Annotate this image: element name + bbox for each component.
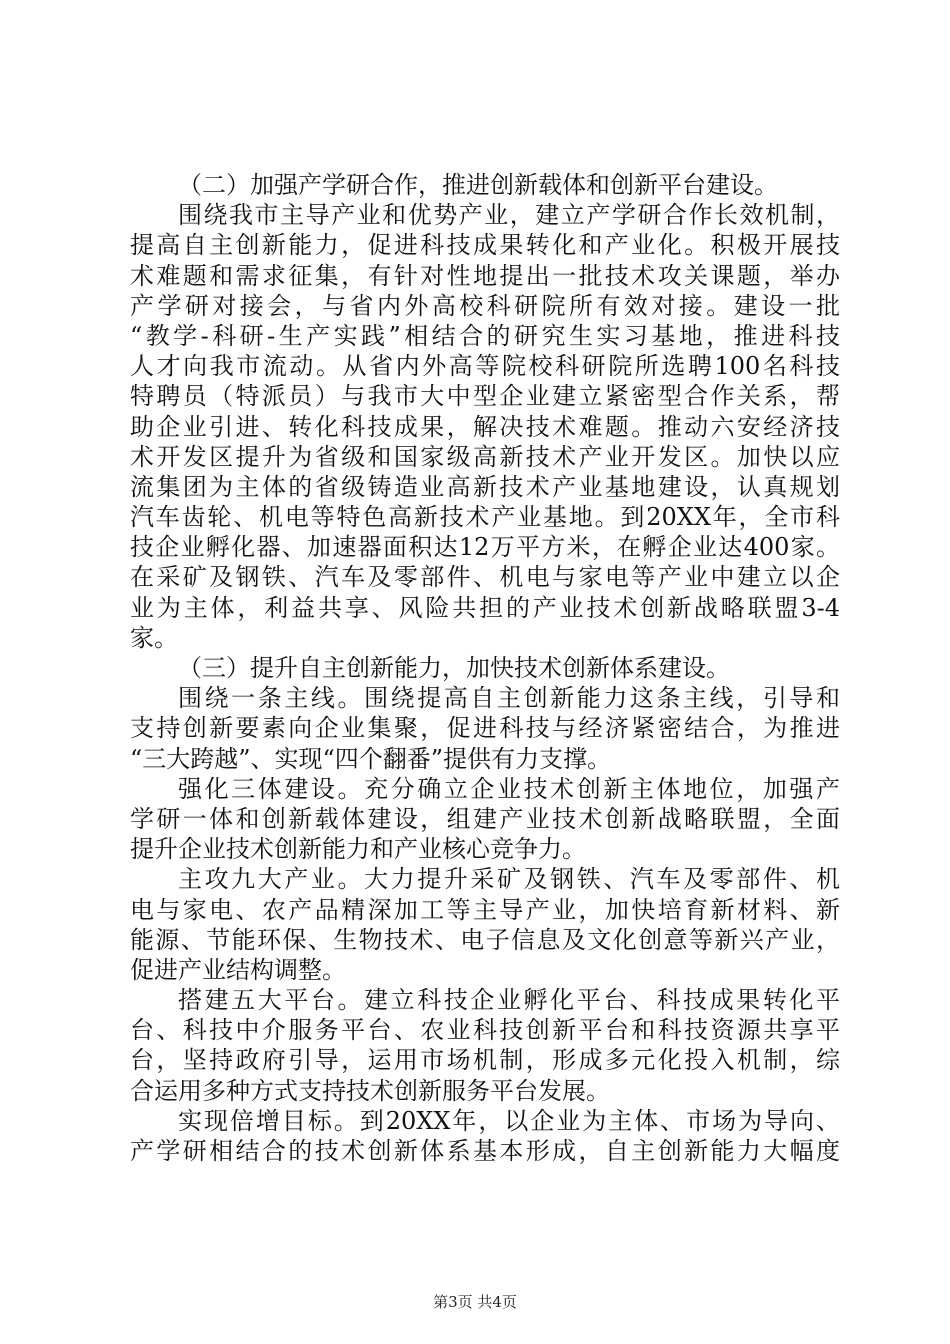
- text-line: 围绕一条主线。围绕提高自主创新能力这条主线，引导和: [178, 684, 840, 713]
- text-line: 合运用多种方式支持技术创新服务平台发展。: [130, 1076, 610, 1105]
- text-line: 技企业孵化器、加速器面积达12万平方米，在孵企业达400家。: [130, 533, 840, 562]
- text-line: 主攻九大产业。大力提升采矿及钢铁、汽车及零部件、机: [178, 865, 840, 894]
- text-line: 助企业引进、转化科技成果，解决技术难题。推动六安经济技: [130, 412, 840, 441]
- text-line: 能源、节能环保、生物技术、电子信息及文化创意等新兴产业，: [130, 925, 840, 954]
- text-line: 术难题和需求征集，有针对性地提出一批技术攻关课题，举办: [130, 261, 840, 290]
- text-line: 产学研对接会，与省内外高校科研院所有效对接。建设一批: [130, 291, 840, 320]
- text-line: 围绕我市主导产业和优势产业，建立产学研合作长效机制，: [178, 201, 840, 230]
- text-line: 流集团为主体的省级铸造业高新技术产业基地建设，认真规划: [130, 472, 840, 501]
- text-line: 学研一体和创新载体建设，组建产业技术创新战略联盟，全面: [130, 804, 840, 833]
- text-line: 在采矿及钢铁、汽车及零部件、机电与家电等产业中建立以企: [130, 563, 840, 592]
- text-line: 产学研相结合的技术创新体系基本形成，自主创新能力大幅度: [130, 1137, 840, 1165]
- text-line: 促进产业结构调整。: [130, 955, 346, 984]
- text-line: 业为主体，利益共享、风险共担的产业技术创新战略联盟3-4: [130, 593, 840, 622]
- text-line: 台，坚持政府引导，运用市场机制，形成多元化投入机制，综: [130, 1046, 840, 1075]
- text-line: 人才向我市流动。从省内外高等院校科研院所选聘100名科技: [130, 352, 840, 381]
- text-line: 支持创新要素向企业集聚，促进科技与经济紧密结合，为推进: [130, 714, 840, 743]
- text-line: “三大跨越”、实现“四个翻番”提供有力支撑。: [130, 744, 612, 773]
- text-line: 提升企业技术创新能力和产业核心竞争力。: [130, 835, 586, 864]
- text-line: 提高自主创新能力，促进科技成果转化和产业化。积极开展技: [130, 231, 840, 260]
- text-line: 电与家电、农产品精深加工等主导产业，加快培育新材料、新: [130, 895, 840, 924]
- text-line: （三）提升自主创新能力，加快技术创新体系建设。: [178, 654, 730, 682]
- text-line: （二）加强产学研合作，推进创新载体和创新平台建设。: [178, 171, 778, 199]
- text-line: 实现倍增目标。到20XX年，以企业为主体、市场为导向、: [178, 1106, 840, 1135]
- text-line: 术开发区提升为省级和国家级高新技术产业开发区。加快以应: [130, 442, 840, 471]
- page-number-footer: 第3页 共4页: [433, 1293, 517, 1311]
- text-line: 特聘员（特派员）与我市大中型企业建立紧密型合作关系，帮: [130, 382, 840, 411]
- text-line: 汽车齿轮、机电等特色高新技术产业基地。到20XX年，全市科: [130, 503, 840, 532]
- text-line: “教学-科研-生产实践”相结合的研究生实习基地，推进科技: [130, 321, 840, 350]
- text-line: 台、科技中介服务平台、农业科技创新平台和科技资源共享平: [130, 1016, 840, 1045]
- document-body: [130, 170, 840, 1166]
- text-line: 搭建五大平台。建立科技企业孵化平台、科技成果转化平: [178, 986, 840, 1015]
- text-line: 家。: [130, 623, 178, 652]
- text-line: 强化三体建设。充分确立企业技术创新主体地位，加强产: [178, 774, 840, 803]
